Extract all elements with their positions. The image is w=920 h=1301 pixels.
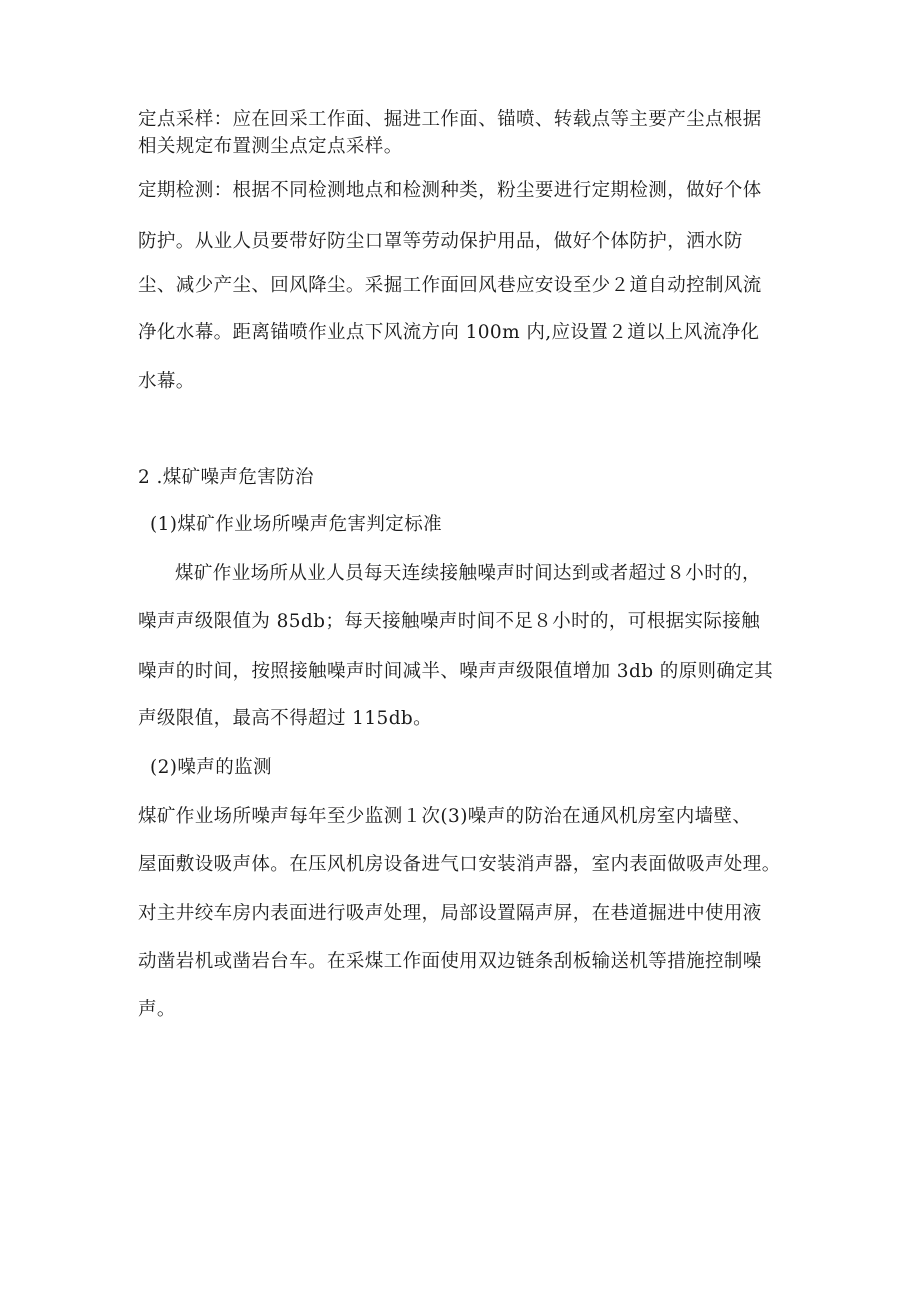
para-standard-line-4: 声级限值，最高不得超过 115db。 (138, 708, 433, 729)
para-monitoring-line-2: 屋面敷设吸声体。在压风机房设备进气口安装消声器，室内表面做吸声处理。 (138, 854, 781, 875)
para-monitoring-line-4: 动凿岩机或凿岩台车。在采煤工作面使用双边链条刮板输送机等措施控制噪 (138, 951, 762, 972)
para-sampling-line-2: 相关规定布置测尘点定点采样。 (138, 136, 403, 157)
para-periodic-line-5: 水幕。 (138, 371, 195, 392)
para-monitoring-line-3: 对主井绞车房内表面进行吸声处理，局部设置隔声屏，在巷道掘进中使用液 (138, 903, 762, 924)
para-standard-line-3: 噪声的时间，按照接触噪声时间减半、噪声声级限值增加 3db 的原则确定其 (138, 661, 774, 682)
para-periodic-line-1: 定期检测：根据不同检测地点和检测种类，粉尘要进行定期检测，做好个体 (138, 180, 762, 201)
para-monitoring-line-1: 煤矿作业场所噪声每年至少监测１次(3)噪声的防治在通风机房室内墙壁、 (138, 806, 752, 827)
para-sampling-line-1: 定点采样：应在回采工作面、掘进工作面、锚喷、转载点等主要产尘点根据 (138, 109, 762, 130)
subsection-2-heading: (2)噪声的监测 (150, 757, 272, 778)
subsection-1-heading: (1)煤矿作业场所噪声危害判定标准 (150, 514, 443, 535)
para-monitoring-line-5: 声。 (138, 999, 176, 1020)
para-periodic-line-2: 防护。从业人员要带好防尘口罩等劳动保护用品，做好个体防护，洒水防 (138, 231, 743, 252)
para-standard-line-1: 煤矿作业场所从业人员每天连续接触噪声时间达到或者超过８小时的， (175, 563, 761, 584)
section-2-heading: 2 .煤矿噪声危害防治 (138, 467, 314, 488)
para-periodic-line-3: 尘、减少产尘、回风降尘。采掘工作面回风巷应安设至少２道自动控制风流 (138, 275, 762, 296)
para-periodic-line-4: 净化水幕。距离锚喷作业点下风流方向 100m 内,应设置２道以上风流净化 (138, 322, 760, 343)
para-standard-line-2: 噪声声级限值为 85db；每天接触噪声时间不足８小时的，可根据实际接触 (138, 611, 761, 632)
